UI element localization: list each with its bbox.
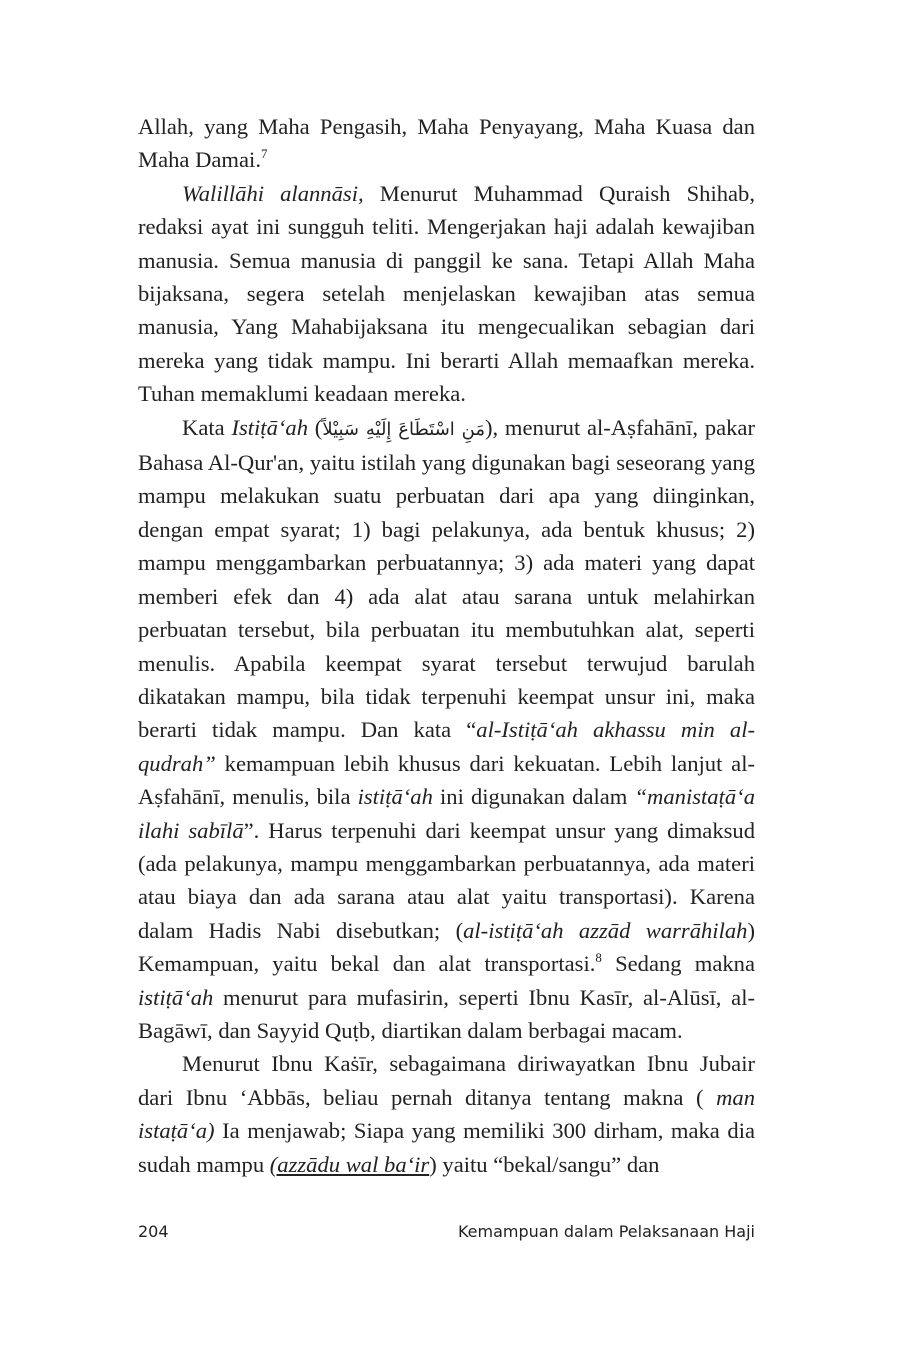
paragraph-3 <box>138 411 755 1048</box>
footnote-ref: 7 <box>260 146 268 162</box>
italic-term: man istaṭā‘a) <box>138 1084 755 1144</box>
text-run: kemampuan lebih khusus dari kekuatan. Lebih lanjut al-Aṣfahānī, menulis, bila <box>138 750 755 810</box>
text-run: Allah, yang Maha Pengasih, Maha Penyayang, Maha Kuasa dan Maha Damai. <box>138 114 755 173</box>
text-run: ( <box>308 414 323 440</box>
running-title: Kemampuan dalam Pelaksanaan Haji <box>457 1222 755 1241</box>
italic-term: “manistaṭā‘a ilahi sabīlā <box>138 784 755 843</box>
paragraph-4 <box>138 1047 755 1181</box>
text-run: Sedang makna <box>601 951 755 977</box>
text-run: ini digunakan dalam <box>432 784 635 810</box>
page-number: 204 <box>138 1222 169 1241</box>
italic-term: (azzādu wal ba‘ir <box>269 1151 430 1177</box>
text-run: ), menurut al-Aṣfahānī, pakar Bahasa Al-Qur'an, yaitu istilah yang digunakan bagi seseorang yang mampu melakukan suatu perbuatan dari apa yang diinginkan, dengan empat syarat; 1) bagi pelakunya, ada bentuk khusus; 2) mampu menggambarkan perbuatannya; 3) ada materi yang dapat memberi efek dan 4) ada alat atau sarana untuk melahirkan perbuatan tersebut, bila perbuatan itu membutuhkan alat, seperti menulis. Apabila keempat syarat tersebut terwujud barulah dikatakan mampu, bila tidak terpenuhi keempat unsur ini, maka berarti tidak mampu. Dan kata “ <box>138 414 755 743</box>
page-body <box>138 110 755 1181</box>
italic-term: istiṭā‘ah <box>138 984 214 1010</box>
italic-term: Istiṭā‘ah <box>231 414 309 440</box>
text-run: Menurut Ibnu Kaṡīr, sebagaimana diriwayatkan Ibnu Jubair dari Ibnu ‘Abbās, beliau pernah ditanya tentang makna ( <box>138 1051 755 1110</box>
text-run: Menurut Muhammad Quraish Shihab, redaksi ayat ini sungguh teliti. Mengerjakan haji adalah kewajiban manusia. Semua manusia di panggil ke sana. Tetapi Allah Maha bijaksana, segera setelah menjelaskan kewajiban atas semua manusia, Yang Mahabijaksana itu mengecualikan sebagian dari mereka yang tidak mampu. Ini berarti Allah memaafkan mereka. Tuhan memaklumi keadaan mereka. <box>138 180 756 407</box>
text-run: Kata <box>182 414 232 440</box>
arabic-text: مَنِ اسْتَطَاعَ إِلَيْهِ سَبِيْلاً <box>322 418 485 440</box>
italic-term: istiṭā‘ah <box>357 784 433 810</box>
footnote-ref: 8 <box>595 950 602 966</box>
italic-term: Walillāhi alannāsi, <box>182 180 364 206</box>
text-run: ) Kemampuan, yaitu bekal dan alat transportasi. <box>138 917 755 977</box>
paragraph-2 <box>138 177 755 411</box>
text-run: ”. Harus terpenuhi dari keempat unsur yang dimaksud (ada pelakunya, mampu menggambarkan perbuatannya, ada materi atau biaya dan ada sarana atau alat yaitu transportasi). Karena dalam Hadis Nabi disebutkan; ( <box>138 817 756 943</box>
text-run: ) yaitu “bekal/sangu” dan <box>429 1151 660 1177</box>
italic-term: al-istiṭā‘ah azzād warrāhilah <box>463 917 748 943</box>
paragraph-1 <box>138 110 755 177</box>
text-run: Ia menjawab; Siapa yang memiliki 300 dirham, maka dia sudah mampu <box>138 1118 755 1177</box>
italic-term: al-Istiṭā‘ah akhassu min al-qudrah” <box>138 717 755 776</box>
text-run: menurut para mufasirin, seperti Ibnu Kasīr, al-Alūsī, al-Bagāwī, dan Sayyid Quṭb, diartikan dalam berbagai macam. <box>138 984 755 1043</box>
